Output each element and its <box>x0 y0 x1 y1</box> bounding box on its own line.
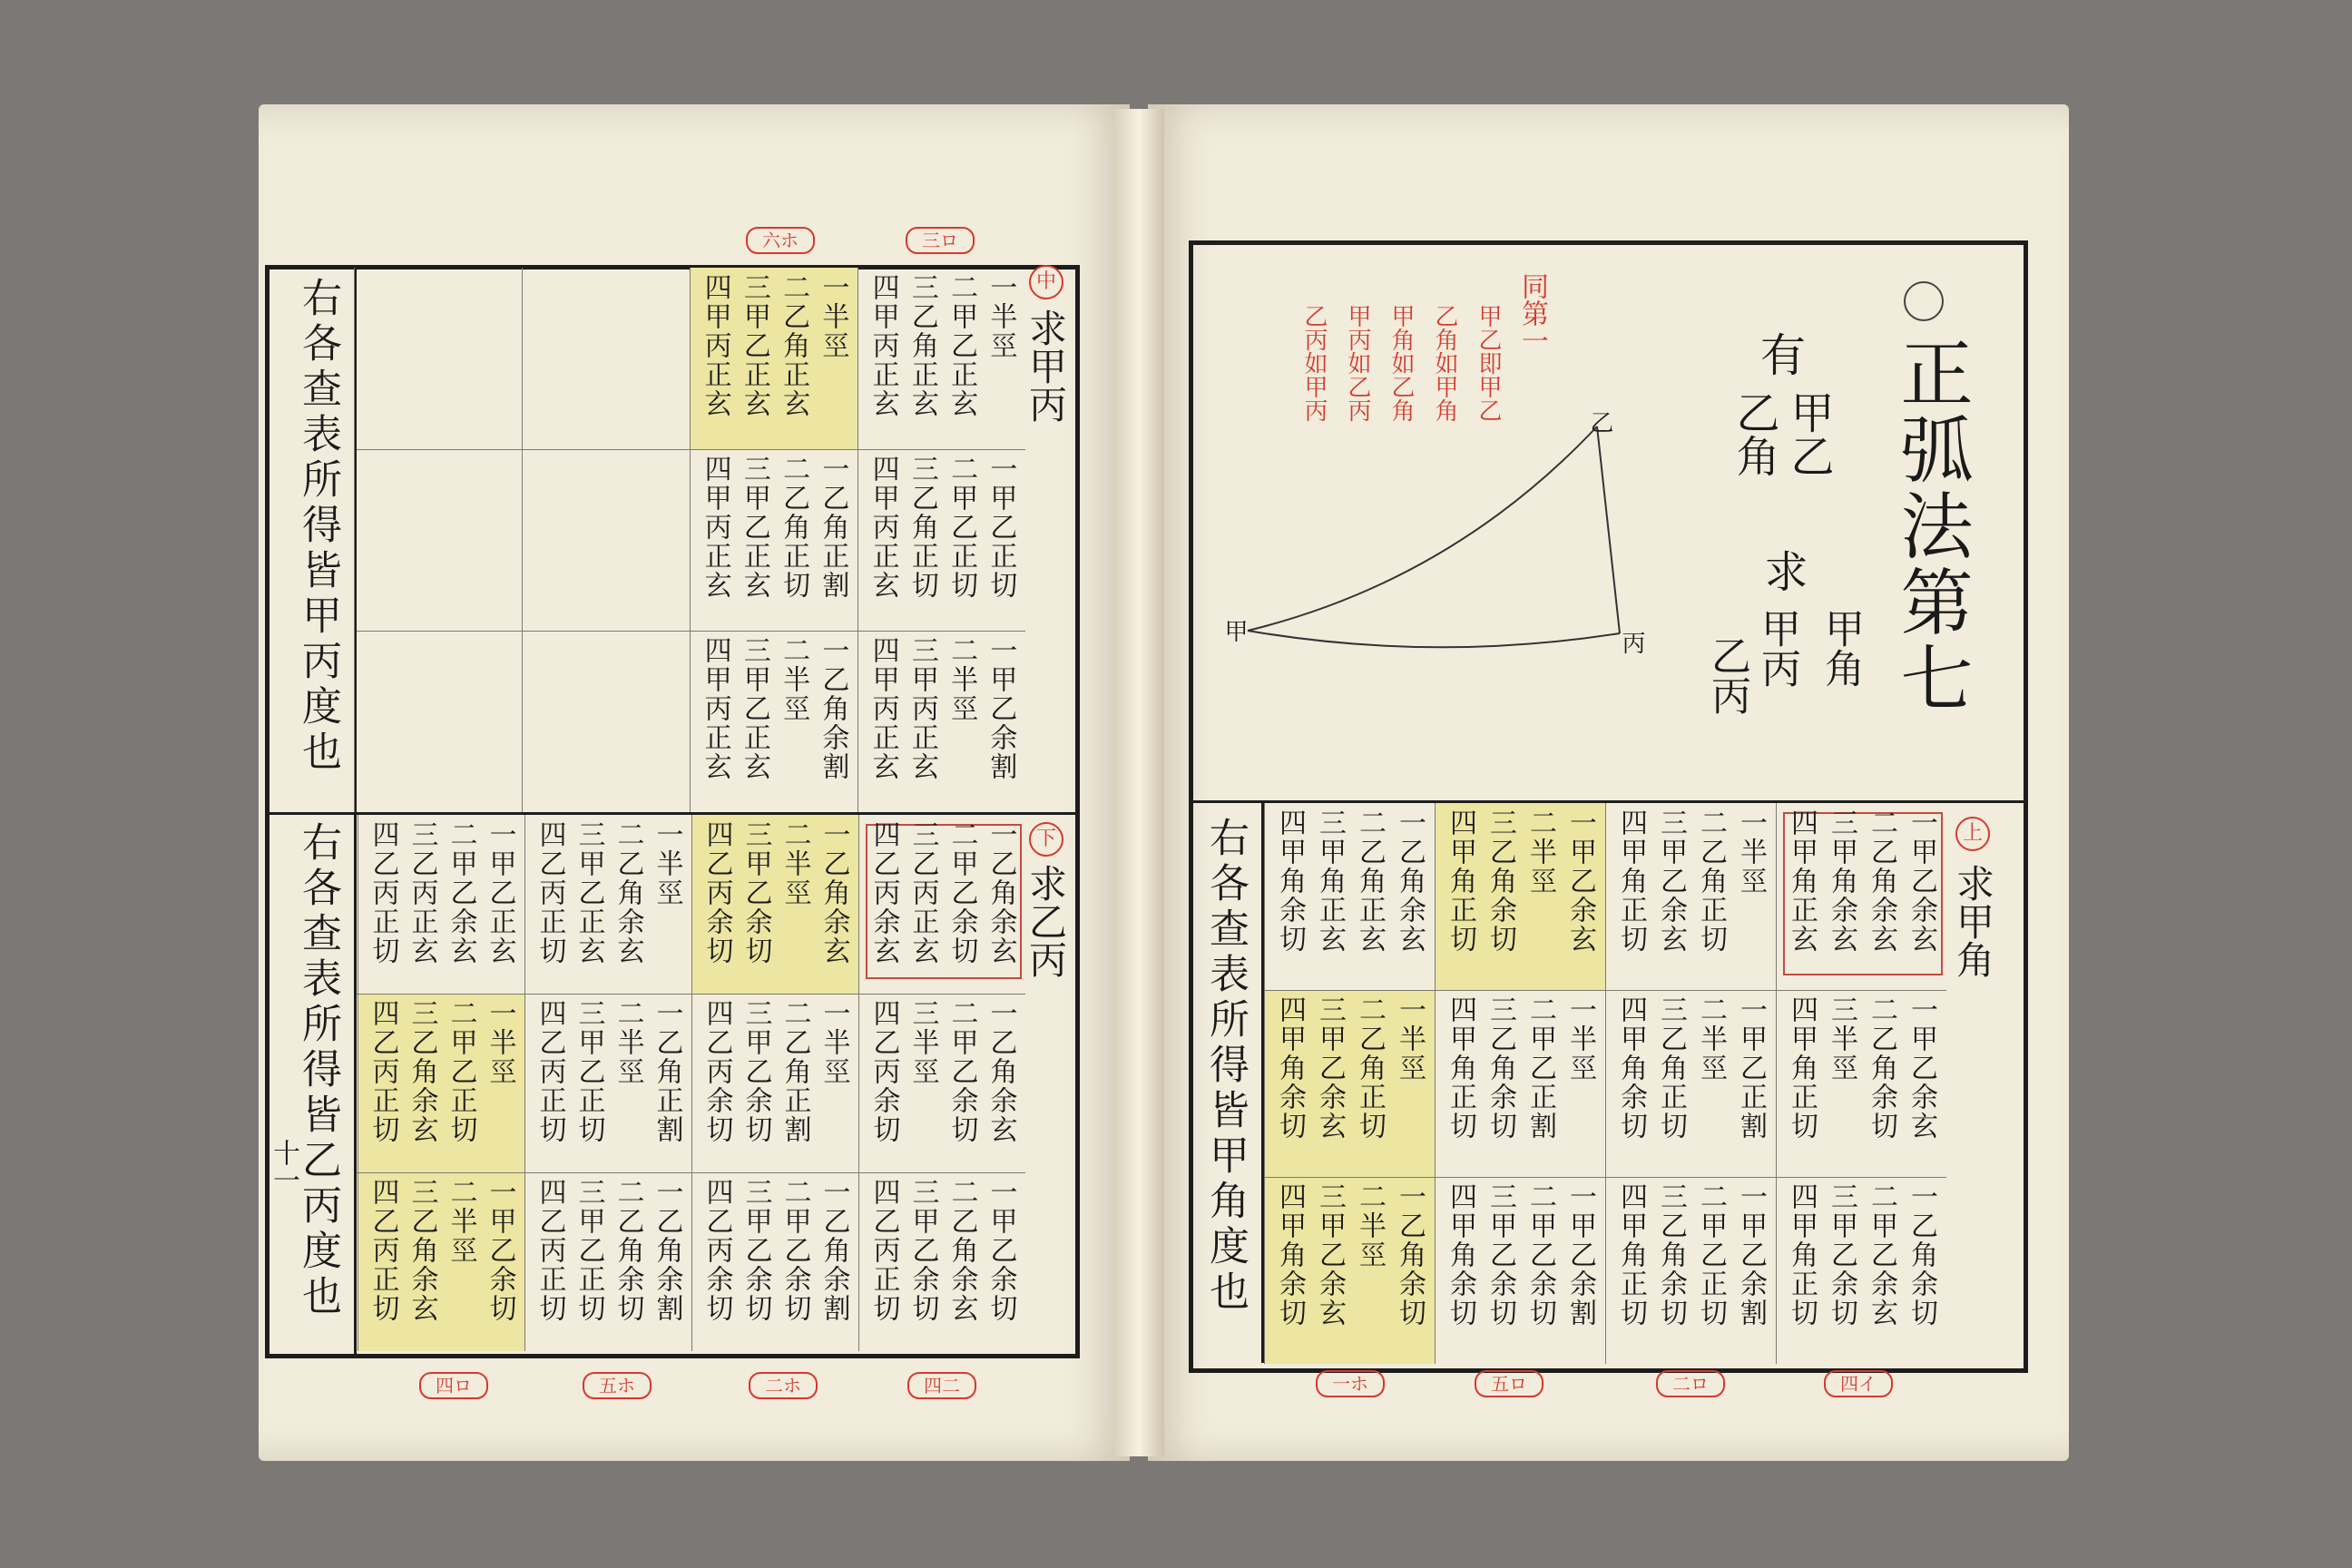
table-entry: 一乙角余玄 <box>818 820 850 965</box>
red-note: 甲角如乙角 <box>1387 304 1415 422</box>
table-entry: 一半巠 <box>1564 995 1596 1083</box>
table-entry: 四甲角正切 <box>1445 808 1476 954</box>
table-entry: 一半巠 <box>484 999 516 1086</box>
table-cell <box>1435 803 1605 990</box>
table-entry: 四甲角余切 <box>1274 808 1306 954</box>
table-entry: 四甲角正玄 <box>1786 808 1818 954</box>
left-upper-title: 求甲丙 <box>1024 309 1068 423</box>
table-entry: 一乙角余玄 <box>985 820 1017 965</box>
table-entry: 四甲角正切 <box>1786 995 1818 1141</box>
table-entry: 二半巠 <box>1695 995 1727 1083</box>
left-lower-marker: 下 <box>1029 822 1063 857</box>
table-entry: 四乙丙正切 <box>367 999 399 1144</box>
table-entry: 三乙角正玄 <box>906 273 938 418</box>
page-tag: 三ロ <box>906 227 975 254</box>
page-tag: 二ホ <box>749 1372 818 1399</box>
table-cell <box>858 1172 1025 1351</box>
table-entry: 二半巠 <box>946 636 978 723</box>
table-cell <box>1776 990 1946 1177</box>
table-entry: 一乙角正割 <box>651 999 683 1144</box>
page-tag: 六ホ <box>746 227 815 254</box>
left-lower-side-note: 右各查表所得皆乙丙度也 <box>295 821 341 1320</box>
table-entry: 四甲丙正玄 <box>699 636 731 781</box>
table-entry: 二甲乙余切 <box>946 999 978 1144</box>
table-cell <box>691 1172 858 1351</box>
red-note: 乙角如甲角 <box>1431 304 1458 422</box>
table-cell <box>690 631 858 812</box>
table-entry: 四乙丙正切 <box>534 1178 566 1323</box>
table-entry: 三甲乙正玄 <box>573 820 605 965</box>
table-entry: 三乙角余切 <box>1485 808 1516 954</box>
column-rule <box>858 815 859 1351</box>
table-entry: 四乙丙正切 <box>534 999 566 1144</box>
red-note: 乙丙如甲丙 <box>1300 304 1328 422</box>
table-entry: 二甲乙正切 <box>445 999 477 1144</box>
column-rule <box>1776 803 1777 1364</box>
table-cell <box>524 994 691 1172</box>
table-entry: 四甲角余切 <box>1615 995 1647 1141</box>
title-circle-icon <box>1904 281 1944 321</box>
table-cell <box>858 815 1025 994</box>
table-entry: 三甲乙余玄 <box>1314 1182 1346 1328</box>
table-entry: 四乙丙余切 <box>867 999 900 1144</box>
column-rule <box>691 815 692 1351</box>
table-cell <box>1605 1177 1776 1364</box>
table-entry: 三甲乙余切 <box>1485 1182 1516 1328</box>
left-upper-side-note: 右各查表所得皆甲丙度也 <box>295 277 341 776</box>
table-entry: 三乙角余切 <box>1485 995 1516 1141</box>
table-entry: 三乙角余玄 <box>406 999 438 1144</box>
table-cell <box>1435 990 1605 1177</box>
table-entry: 一乙角余切 <box>1394 1182 1426 1328</box>
table-cell <box>524 815 691 994</box>
table-cell <box>691 815 858 994</box>
column-rule <box>354 268 355 812</box>
table-cell <box>358 1172 524 1351</box>
table-cell <box>690 268 858 449</box>
table-entry: 二乙角余玄 <box>1866 808 1897 954</box>
page-tag: 二ロ <box>1656 1370 1725 1397</box>
table-entry: 二乙角正割 <box>779 999 811 1144</box>
table-entry: 二乙角正切 <box>778 455 810 600</box>
table-entry: 一乙角余玄 <box>985 999 1017 1144</box>
table-entry: 二乙角余玄 <box>946 1178 978 1323</box>
table-entry: 一甲乙正玄 <box>484 820 516 965</box>
table-entry: 一半巠 <box>985 273 1017 360</box>
book-spine <box>1114 109 1164 1456</box>
folio-number: 十一 <box>268 1139 299 1193</box>
table-entry: 三甲乙余玄 <box>1655 808 1687 954</box>
table-entry: 一甲乙余割 <box>985 636 1017 781</box>
page-tag: 五ホ <box>583 1372 652 1399</box>
table-entry: 三甲乙余切 <box>1826 1182 1857 1328</box>
table-entry: 一甲乙正切 <box>985 455 1017 600</box>
table-entry: 四甲角余切 <box>1274 1182 1306 1328</box>
table-entry: 三乙角正切 <box>906 455 938 600</box>
table-cell <box>1605 803 1776 990</box>
red-note: 甲丙如乙丙 <box>1344 304 1371 422</box>
table-entry: 四乙丙余切 <box>701 820 733 965</box>
table-entry: 一甲乙余玄 <box>1906 808 1937 954</box>
left-upper-marker: 中 <box>1029 265 1063 299</box>
table-entry: 二乙角正玄 <box>778 273 810 418</box>
table-cell <box>1264 1177 1435 1364</box>
vertex-label-b: 乙 <box>1586 410 1613 434</box>
table-entry: 四乙丙余切 <box>701 999 733 1144</box>
table-entry: 二甲乙余玄 <box>445 820 477 965</box>
table-entry: 三乙丙正玄 <box>906 820 939 965</box>
table-entry: 四甲丙正玄 <box>867 455 899 600</box>
table-entry: 二甲乙余切 <box>946 820 978 965</box>
page-tag: 四二 <box>907 1372 976 1399</box>
table-entry: 四乙丙余玄 <box>867 820 900 965</box>
table-cell <box>690 449 858 631</box>
table-cell <box>858 994 1025 1172</box>
find-item-3: 乙丙 <box>1704 635 1750 715</box>
table-entry: 四乙丙正切 <box>534 820 566 965</box>
table-entry: 三甲角正玄 <box>1314 808 1346 954</box>
table-entry: 四甲角余切 <box>1274 995 1306 1141</box>
vertex-label-c: 丙 <box>1618 631 1645 654</box>
table-entry: 一半巠 <box>651 820 683 907</box>
red-note: 同第一 <box>1516 272 1548 354</box>
given-label: 有 <box>1753 331 1806 377</box>
table-entry: 三乙角余玄 <box>406 1178 438 1323</box>
column-rule <box>1435 803 1436 1364</box>
right-lower-title: 求甲角 <box>1951 864 1995 978</box>
table-entry: 二半巠 <box>779 820 811 907</box>
table-entry: 二乙角余玄 <box>612 820 644 965</box>
table-entry: 三甲乙正玄 <box>738 273 770 418</box>
table-entry: 一甲乙余切 <box>484 1178 516 1323</box>
table-entry: 四乙丙正切 <box>367 820 399 965</box>
table-entry: 一乙角余玄 <box>1394 808 1426 954</box>
table-entry: 三乙丙正玄 <box>406 820 438 965</box>
table-entry: 一半巠 <box>817 273 849 360</box>
table-entry: 一乙角余割 <box>817 636 849 781</box>
table-entry: 二甲乙正切 <box>1695 1182 1727 1328</box>
table-entry: 三甲丙正玄 <box>906 636 938 781</box>
page-tag: 一ホ <box>1316 1370 1385 1397</box>
table-entry: 二半巠 <box>778 636 810 723</box>
table-entry: 四甲丙正玄 <box>699 273 731 418</box>
table-entry: 一甲乙余割 <box>1564 1182 1596 1328</box>
red-note: 甲乙即甲乙 <box>1475 304 1502 422</box>
table-entry: 二甲乙正割 <box>1524 995 1556 1141</box>
table-entry: 一乙角余割 <box>818 1178 850 1323</box>
table-cell <box>358 815 524 994</box>
left-lower-title: 求乙丙 <box>1024 864 1068 978</box>
table-cell <box>858 268 1025 449</box>
table-cell <box>1435 1177 1605 1364</box>
table-cell <box>524 1172 691 1351</box>
given-item-1: 甲乙 <box>1783 390 1834 477</box>
table-entry: 四乙丙正切 <box>367 1178 399 1323</box>
table-entry: 三甲乙余切 <box>740 1178 772 1323</box>
page-tag: 四イ <box>1824 1370 1893 1397</box>
table-entry: 三甲乙余切 <box>906 1178 939 1323</box>
table-entry: 二乙角正切 <box>1695 808 1727 954</box>
table-cell <box>1605 990 1776 1177</box>
given-item-2: 乙角 <box>1729 390 1779 477</box>
table-entry: 三甲乙余切 <box>740 820 772 965</box>
table-entry: 三乙角余切 <box>1655 1182 1687 1328</box>
row-rule <box>357 631 1025 632</box>
table-entry: 四甲角余切 <box>1445 1182 1476 1328</box>
table-entry: 三甲角余玄 <box>1826 808 1857 954</box>
table-entry: 四甲丙正玄 <box>699 455 731 600</box>
right-lower-side-note: 右各查表所得皆甲角度也 <box>1202 817 1249 1316</box>
table-entry: 三甲乙余玄 <box>1314 995 1346 1141</box>
find-item-1: 甲丙 <box>1754 608 1800 688</box>
arc-b-c <box>1597 426 1620 633</box>
table-entry: 一半巠 <box>1735 808 1767 896</box>
column-rule <box>1264 803 1265 1364</box>
table-entry: 四甲角正切 <box>1615 808 1647 954</box>
table-entry: 三甲乙正玄 <box>738 636 770 781</box>
table-entry: 一甲乙余玄 <box>1906 995 1937 1141</box>
table-entry: 二甲乙余切 <box>779 1178 811 1323</box>
table-cell <box>1776 1177 1946 1364</box>
table-entry: 二甲乙余切 <box>1524 1182 1556 1328</box>
table-entry: 三甲乙余切 <box>740 999 772 1144</box>
table-entry: 二半巠 <box>1354 1182 1386 1269</box>
arc-a-c <box>1248 631 1620 647</box>
right-title: 正弧法第七 <box>1888 336 1973 717</box>
spherical-triangle-diagram <box>1216 399 1642 671</box>
table-entry: 四乙丙正切 <box>867 1178 900 1323</box>
page-tag: 四ロ <box>419 1372 488 1399</box>
table-entry: 四甲丙正玄 <box>867 636 899 781</box>
table-entry: 一乙角正割 <box>817 455 849 600</box>
column-rule <box>690 268 691 812</box>
table-entry: 二甲乙正切 <box>946 455 978 600</box>
table-entry: 一乙角余割 <box>651 1178 683 1323</box>
find-item-2: 甲角 <box>1818 608 1864 688</box>
table-entry: 一甲乙余玄 <box>1564 808 1596 954</box>
table-entry: 三甲乙正切 <box>573 999 605 1144</box>
table-entry: 四甲角正切 <box>1615 1182 1647 1328</box>
page-tag: 五ロ <box>1475 1370 1544 1397</box>
table-entry: 一甲乙余切 <box>985 1178 1017 1323</box>
table-entry: 二半巠 <box>1524 808 1556 896</box>
table-entry: 二甲乙正玄 <box>946 273 978 418</box>
table-entry: 四甲丙正玄 <box>867 273 899 418</box>
table-entry: 二乙角余切 <box>1866 995 1897 1141</box>
column-rule <box>522 268 523 812</box>
column-rule <box>1605 803 1606 1364</box>
table-entry: 四甲角正切 <box>1786 1182 1818 1328</box>
table-cell <box>691 994 858 1172</box>
table-entry: 一甲乙正割 <box>1735 995 1767 1141</box>
table-entry: 一乙角余切 <box>1906 1182 1937 1328</box>
table-entry: 二乙角正切 <box>1354 995 1386 1141</box>
table-cell <box>858 631 1025 812</box>
table-entry: 三乙角正切 <box>1655 995 1687 1141</box>
row-rule <box>357 449 1025 450</box>
table-entry: 一半巠 <box>818 999 850 1086</box>
table-entry: 二半巠 <box>445 1178 477 1265</box>
vertex-label-a: 甲 <box>1220 619 1248 642</box>
table-entry: 三甲乙正玄 <box>738 455 770 600</box>
table-entry: 二甲乙余玄 <box>1866 1182 1897 1328</box>
table-cell <box>858 449 1025 631</box>
table-entry: 三半巠 <box>1826 995 1857 1083</box>
table-entry: 二半巠 <box>612 999 644 1086</box>
find-label: 求 <box>1757 549 1808 593</box>
table-cell <box>1264 990 1435 1177</box>
table-entry: 三甲乙正切 <box>573 1178 605 1323</box>
table-cell <box>1776 803 1946 990</box>
table-entry: 四甲角正切 <box>1445 995 1476 1141</box>
arc-a-b <box>1248 426 1597 631</box>
table-entry: 二乙角正玄 <box>1354 808 1386 954</box>
right-lower-marker: 上 <box>1955 817 1990 851</box>
table-entry: 一半巠 <box>1394 995 1426 1083</box>
table-entry: 一甲乙余割 <box>1735 1182 1767 1328</box>
table-entry: 四乙丙余切 <box>701 1178 733 1323</box>
table-cell <box>1264 803 1435 990</box>
table-cell <box>358 994 524 1172</box>
table-entry: 二乙角余切 <box>612 1178 644 1323</box>
column-rule <box>524 815 525 1351</box>
table-entry: 三半巠 <box>906 999 939 1086</box>
